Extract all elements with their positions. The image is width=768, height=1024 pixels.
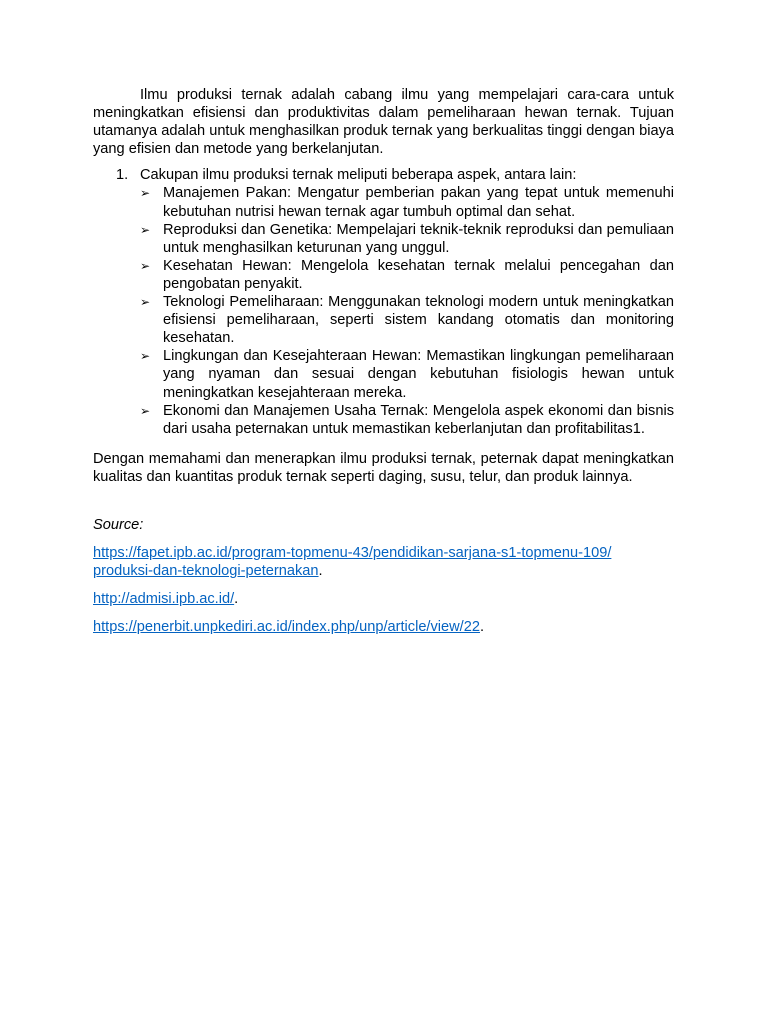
source-link-fapet[interactable] [93,545,611,579]
intro-paragraph: Ilmu produksi ternak adalah cabang ilmu yang mempelajari cara-cara untuk meningkatkan efisiensi dan produktivitas dalam pemeliharaan hewan ternak. Tujuan utamanya adalah untuk menghasilkan produk ternak yang berkualitas tinggi dengan biaya yang efisien dan metode yang berkelanjutan. [93,87,674,158]
arrow-bullet-icon: ➢ [140,349,151,364]
arrow-bullet-icon: ➢ [140,295,151,310]
link-suffix: . [318,563,323,580]
arrow-bullet-icon: ➢ [140,222,151,237]
source-link-admisi[interactable]: http://admisi.ipb.ac.id/ [93,591,235,608]
bullet-item [140,221,674,257]
bullet-text: Ekonomi dan Manajemen Usaha Ternak: Mengelola aspek ekonomi dan bisnis dari usaha peternakan untuk memastikan keberlanjutan dan profitabilitas1. [163,402,674,437]
bullet-text: Lingkungan dan Kesejahteraan Hewan: Memastikan lingkungan pemeliharaan yang nyaman dan sesuai dengan kebutuhan fisiologis hewan untuk meningkatkan kesejahteraan mereka. [163,348,674,401]
bullet-text: Kesehatan Hewan: Mengelola kesehatan ternak melalui pencegahan dan pengobatan penyakit. [163,257,674,292]
source-link-line [93,590,674,608]
arrow-bullet-icon: ➢ [140,258,151,273]
bullet-item [140,402,674,438]
numbered-item-text: Cakupan ilmu produksi ternak meliputi beberapa aspek, antara lain: [140,167,577,184]
source-label: Source: [93,516,144,533]
link-text-line2: produksi-dan-teknologi-peternakan [93,563,319,580]
bullet-item [140,293,674,347]
link-suffix: . [234,591,239,608]
bullet-text: Teknologi Pemeliharaan: Menggunakan teknologi modern untuk meningkatkan efisiensi pemeliharaan, seperti sistem kandang otomatis dan monitoring kesehatan. [163,294,674,347]
source-link-line [93,618,674,636]
arrow-bullet-icon: ➢ [140,186,151,201]
bullet-text: Manajemen Pakan: Mengatur pemberian pakan yang tepat untuk memenuhi kebutuhan nutrisi hewan ternak agar tumbuh optimal dan sehat. [163,185,674,220]
bullet-item [140,347,674,401]
document-page [93,86,674,636]
arrow-bullet-icon: ➢ [140,403,151,418]
bullet-list [140,184,674,437]
link-text-line1: https://fapet.ipb.ac.id/program-topmenu-43/pendidikan-sarjana-s1-topmenu-109/ [93,545,612,562]
source-link-line [93,544,674,580]
source-link-penerbit[interactable]: https://penerbit.unpkediri.ac.id/index.php/unp/article/view/22 [93,619,480,636]
numbered-list-item [93,166,674,437]
closing-paragraph: Dengan memahami dan menerapkan ilmu produksi ternak, peternak dapat meningkatkan kualitas dan kuantitas produk ternak seperti daging, susu, telur, dan produk lainnya. [93,450,674,485]
list-number: 1. [116,167,129,184]
link-suffix: . [479,619,485,636]
bullet-text: Reproduksi dan Genetika: Mempelajari teknik-teknik reproduksi dan pemuliaan untuk menghasilkan keturunan yang unggul. [163,221,674,256]
bullet-item [140,257,674,293]
bullet-item [140,184,674,220]
